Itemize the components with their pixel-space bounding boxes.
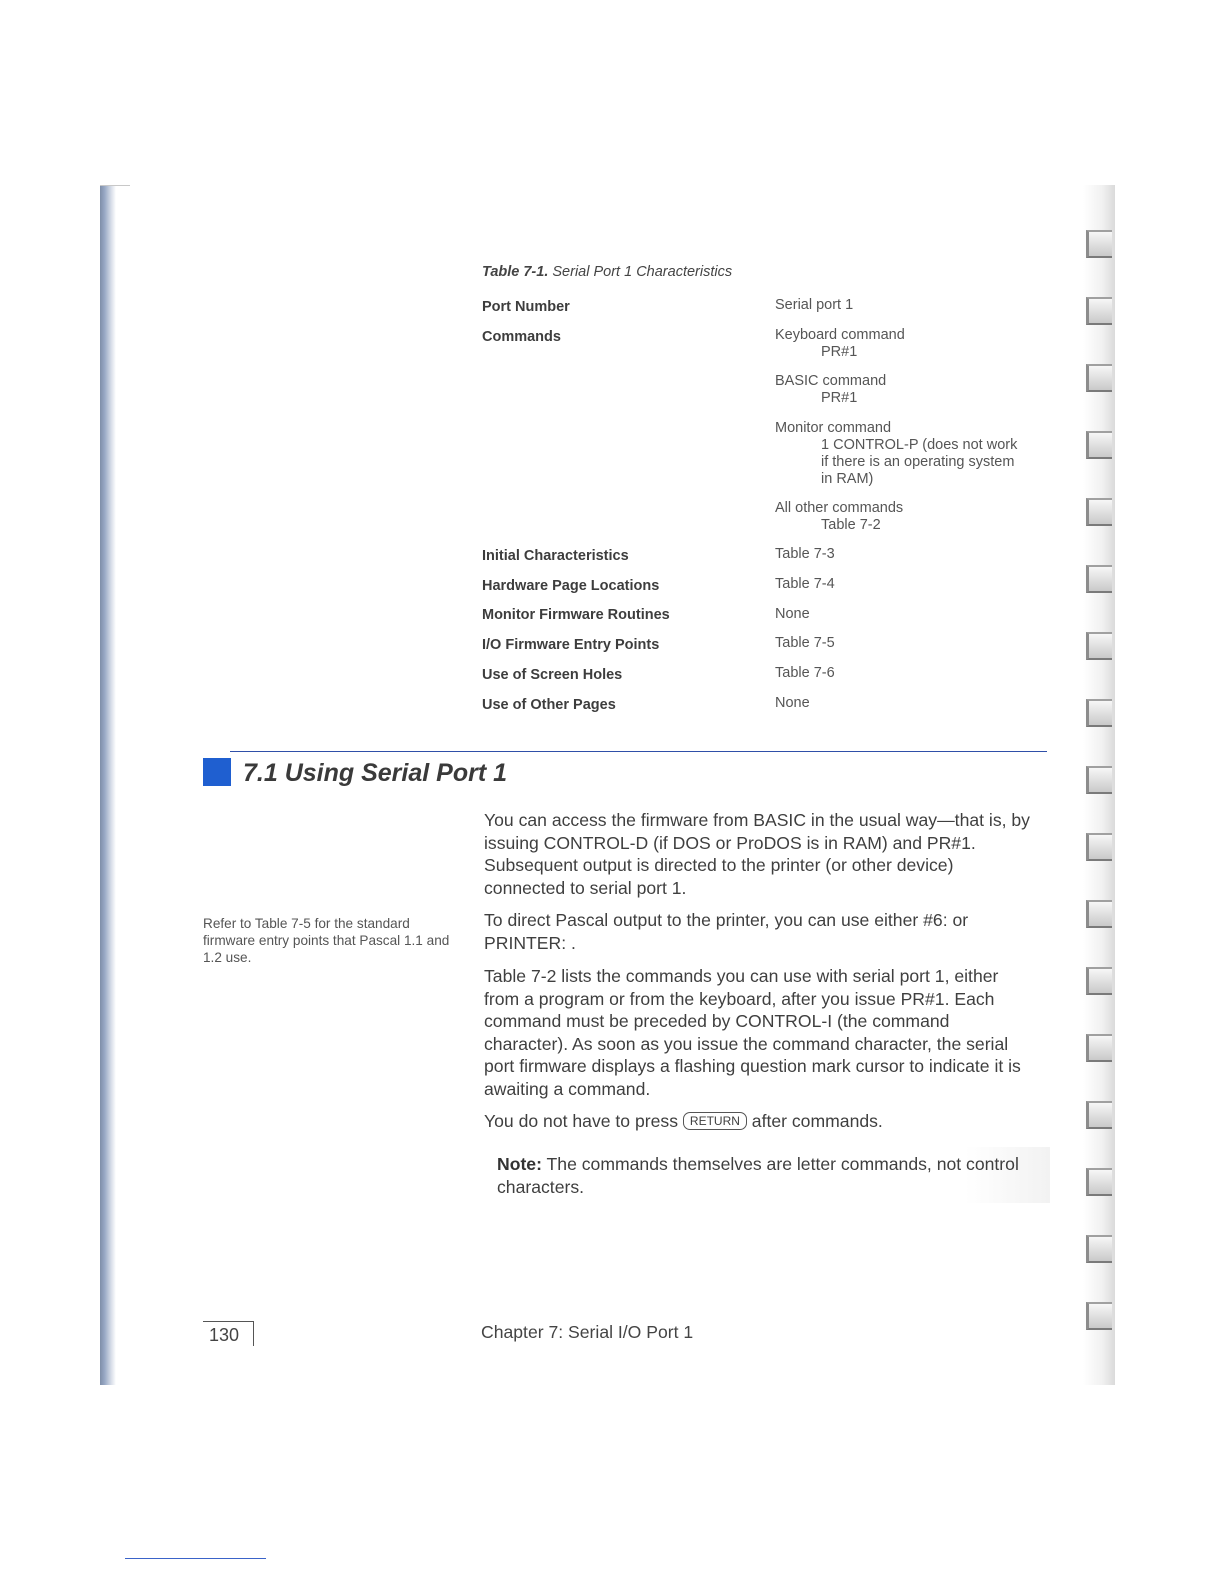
row-label: Use of Screen Holes <box>482 667 623 683</box>
binding-ring-icon <box>1086 565 1112 593</box>
row-value: Table 7-6 <box>775 665 835 681</box>
monitor-command-line3: in RAM) <box>821 471 874 487</box>
body-paragraph-2: To direct Pascal output to the printer, you can use either #6: or PRINTER: . <box>484 910 969 953</box>
bottom-rule <box>125 1558 266 1559</box>
binding-ring-icon <box>1086 967 1112 995</box>
table-caption-title: Serial Port 1 Characteristics <box>552 264 733 280</box>
other-commands-value: Table 7-2 <box>821 517 881 533</box>
binding-ring-icon <box>1086 632 1112 660</box>
section-title: 7.1 Using Serial Port 1 <box>243 759 507 787</box>
note-label: Note: <box>497 1154 542 1174</box>
monitor-command-line2: if there is an operating system <box>821 454 1015 470</box>
monitor-command-line1: 1 CONTROL-P (does not work <box>821 437 1018 453</box>
section-marker-icon <box>203 758 231 786</box>
table-caption-number: Table 7-1. <box>482 264 549 280</box>
binding-ring-icon <box>1086 1168 1112 1196</box>
monitor-command-name: Monitor command <box>775 420 892 436</box>
row-value-other-commands <box>775 500 903 534</box>
row-value-keyboard-command <box>775 327 905 361</box>
return-key-icon: RETURN <box>683 1112 747 1130</box>
body-paragraph-4-before: You do not have to press <box>484 1111 679 1131</box>
binding-ring-icon <box>1086 297 1112 325</box>
basic-command-value: PR#1 <box>821 390 858 406</box>
binding-ring-icon <box>1086 364 1112 392</box>
note-text <box>497 1153 1037 1198</box>
row-label: Monitor Firmware Routines <box>482 607 670 623</box>
row-label: Use of Other Pages <box>482 697 616 713</box>
keyboard-command-value: PR#1 <box>821 344 858 360</box>
binding-ring-icon <box>1086 900 1112 928</box>
body-paragraph-4-after: after commands. <box>751 1111 883 1131</box>
section-rule <box>230 751 1047 752</box>
binding-ring-icon <box>1086 699 1112 727</box>
binding-ring-icon <box>1086 1101 1112 1129</box>
chapter-footer: Chapter 7: Serial I/O Port 1 <box>481 1322 694 1342</box>
page-edge-top <box>100 185 130 186</box>
binding-ring-icon <box>1086 431 1112 459</box>
row-label-commands: Commands <box>482 329 561 345</box>
row-value: Table 7-3 <box>775 546 835 562</box>
row-value: None <box>775 695 810 711</box>
binding-ring-icon <box>1086 230 1112 258</box>
body-paragraph-4 <box>484 1110 1034 1133</box>
other-commands-name: All other commands <box>775 500 904 516</box>
row-label-port-number: Port Number <box>482 299 570 315</box>
margin-note: Refer to Table 7-5 for the standard firmware entry points that Pascal 1.1 and 1.2 use. <box>203 916 450 965</box>
basic-command-name: BASIC command <box>775 373 887 389</box>
row-label: Hardware Page Locations <box>482 578 660 594</box>
row-value-monitor-command <box>775 420 1017 488</box>
page-edge-left <box>100 185 116 1385</box>
note-body: The commands themselves are letter commands, not control characters. <box>497 1154 1019 1197</box>
row-value: Table 7-4 <box>775 576 835 592</box>
body-paragraph-3: Table 7-2 lists the commands you can use with serial port 1, either from a program or from the keyboard, after you issue PR#1. Each command must be preceded by CONTROL-I (the command character). As soon as you issue the command character, the serial port firmware displays a flashing question mark cursor to indicate it is awaiting a command. <box>484 966 1021 1099</box>
binding-ring-icon <box>1086 766 1112 794</box>
row-label: I/O Firmware Entry Points <box>482 637 660 653</box>
binding-ring-icon <box>1086 833 1112 861</box>
table-caption <box>482 264 732 280</box>
row-value: Table 7-5 <box>775 635 835 651</box>
row-label: Initial Characteristics <box>482 548 629 564</box>
binding-ring-icon <box>1086 1302 1112 1330</box>
binding-ring-icon <box>1086 498 1112 526</box>
body-paragraph-1: You can access the firmware from BASIC in the usual way—that is, by issuing CONTROL-D (if DOS or ProDOS is in RAM) and PR#1. Subsequent output is directed to the printer (or other device) connected to serial port 1. <box>484 810 1030 898</box>
binding-ring-icon <box>1086 1034 1112 1062</box>
keyboard-command-name: Keyboard command <box>775 327 905 343</box>
row-value-port-number: Serial port 1 <box>775 297 854 313</box>
page-number: 130 <box>203 1321 254 1346</box>
binding-ring-icon <box>1086 1235 1112 1263</box>
row-value: None <box>775 606 810 622</box>
row-value-basic-command <box>775 373 886 407</box>
